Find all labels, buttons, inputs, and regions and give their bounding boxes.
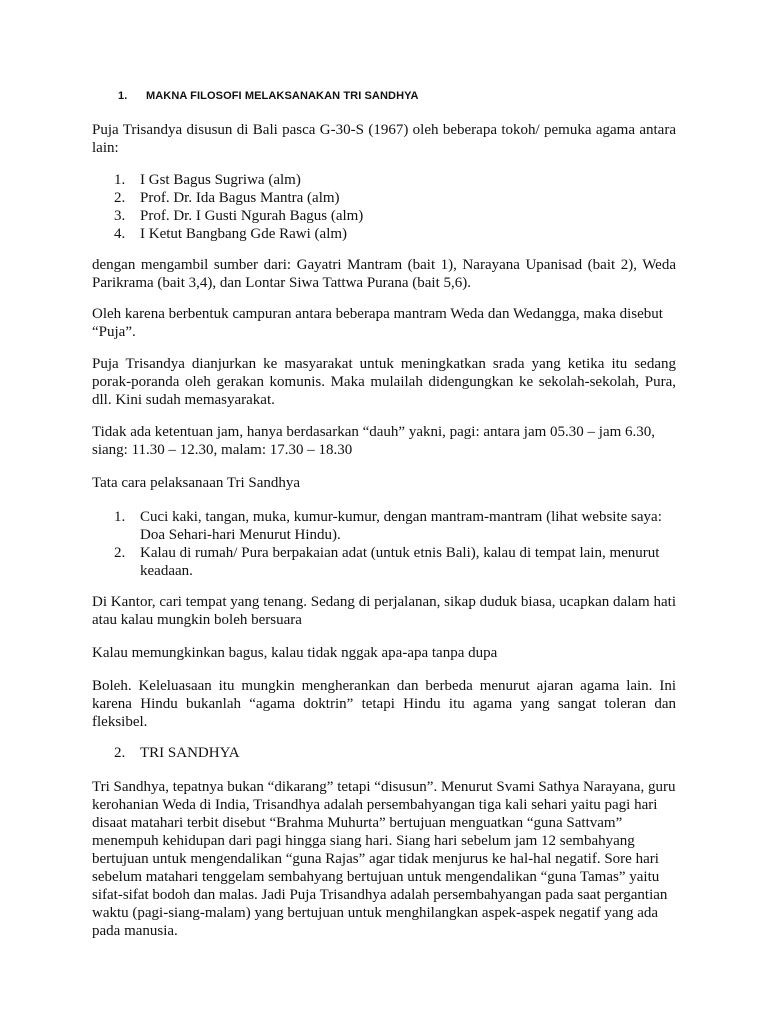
tatacara-list [92, 508, 676, 580]
intro-paragraph: Puja Trisandya disusun di Bali pasca G-30-S (1967) oleh beberapa tokoh/ pemuka agama antara lain: [92, 122, 676, 156]
section-1-title: MAKNA FILOSOFI MELAKSANAKAN TRI SANDHYA [146, 90, 419, 102]
dianjurkan-paragraph: Puja Trisandya dianjurkan ke masyarakat untuk meningkatkan srada yang ketika itu sedang porak-poranda oleh gerakan komunis. Maka mulailah didengungkan ke sekolah-sekolah, Pura, dll. Kini sudah memasyarakat. [92, 356, 676, 408]
section-2-number: 2. [114, 745, 126, 761]
list-item: 2. Kalau di rumah/ Pura berpakaian adat (untuk etnis Bali), kalau di tempat lain, menurut keadaan. [114, 545, 660, 579]
tatacara-heading: Tata cara pelaksanaan Tri Sandhya [92, 475, 301, 491]
section-2-title: TRI SANDHYA [140, 745, 240, 761]
tokoh-list [92, 171, 676, 243]
trisandhya-paragraph: Tri Sandhya, tepatnya bukan “dikarang” tetapi “disusun”. Menurut Svami Sathya Narayana, guru kerohanian Weda di India, Trisandhya adalah persembahyangan tiga kali sehari yaitu pagi hari disaat matahari terbit disebut “Brahma Muhurta” bertujuan menguatkan “guna Sattvam” menempuh kehidupan dari pagi hingga siang hari. Siang hari sebelum jam 12 sembahyang bertujuan untuk mengendalikan “guna Rajas” agar tidak menjurus ke hal-hal negatif. Sore hari sebelum matahari tenggelam sembahyang bertujuan untuk mengendalikan “guna Tamas” yaitu sifat-sifat bodoh dan malas. Jadi Puja Trisandhya adalah persembahyangan pada saat pergantian waktu (pagi-siang-malam) yang bertujuan untuk menghilangkan aspek-aspek negatif yang ada pada manusia. [92, 779, 676, 939]
list-item: 1. Cuci kaki, tangan, muka, kumur-kumur, dengan mantram-mantram (lihat website saya: Doa Sehari-hari Menurut Hindu). [114, 509, 662, 543]
kantor-paragraph: Di Kantor, cari tempat yang tenang. Sedang di perjalanan, sikap duduk biasa, ucapkan dalam hati atau kalau mungkin boleh bersuara [92, 594, 676, 628]
dupa-paragraph: Kalau memungkinkan bagus, kalau tidak nggak apa-apa tanpa dupa [92, 645, 498, 661]
sumber-paragraph: dengan mengambil sumber dari: Gayatri Mantram (bait 1), Narayana Upanisad (bait 2), Weda Parikrama (bait 3,4), dan Lontar Siwa Tattwa Purana (bait 5,6). [92, 257, 676, 291]
list-item: 3. Prof. Dr. I Gusti Ngurah Bagus (alm) [114, 208, 364, 224]
list-item: 4. I Ketut Bangbang Gde Rawi (alm) [114, 226, 348, 242]
section-1-heading [92, 89, 676, 103]
waktu-paragraph: Tidak ada ketentuan jam, hanya berdasarkan “dauh” yakni, pagi: antara jam 05.30 – jam 6.30, siang: 11.30 – 12.30, malam: 17.30 – 18.30 [92, 424, 656, 458]
list-item: 1. I Gst Bagus Sugriwa (alm) [114, 172, 301, 188]
puja-paragraph: Oleh karena berbentuk campuran antara beberapa mantram Weda dan Wedangga, maka disebut “Puja”. [92, 306, 663, 340]
boleh-paragraph: Boleh. Keleluasaan itu mungkin mengherankan dan berbeda menurut ajaran agama lain. Ini karena Hindu bukanlah “agama doktrin” tetapi Hindu itu agama yang sangat toleran dan fleksibel. [92, 678, 676, 730]
section-1-number: 1. [118, 90, 128, 102]
list-item: 2. Prof. Dr. Ida Bagus Mantra (alm) [114, 190, 340, 206]
